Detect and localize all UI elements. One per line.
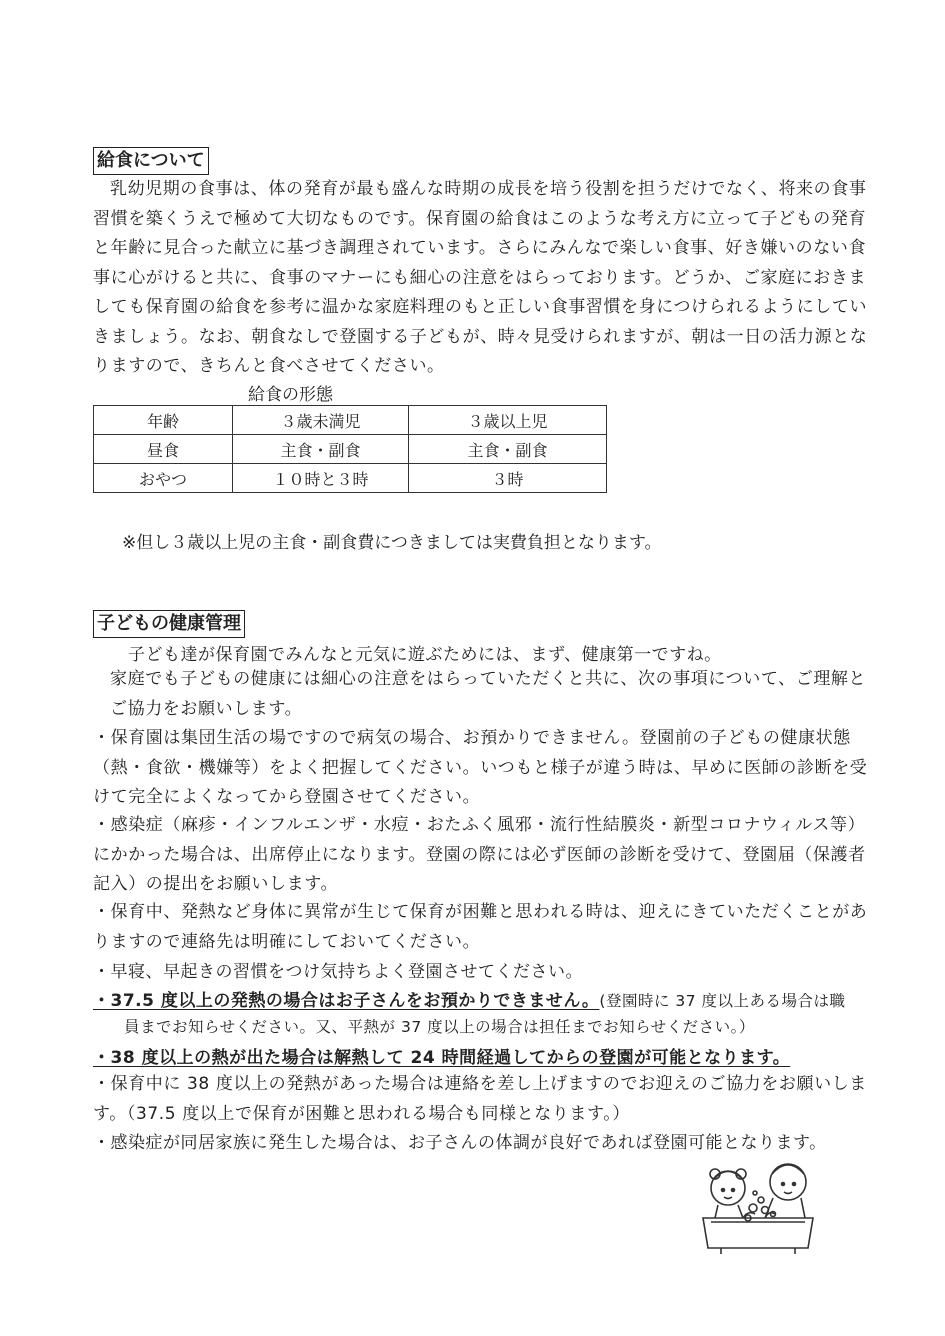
table-cell: 主食・副食 bbox=[409, 435, 607, 464]
table-cell: 昼食 bbox=[94, 435, 233, 464]
health-item-8: ・感染症が同居家族に発生した場合は、お子さんの体調が良好であれば登園可能となります。 bbox=[93, 1133, 827, 1153]
table-row bbox=[94, 406, 607, 435]
table-cell: ３歳以上児 bbox=[409, 406, 607, 435]
lunch-heading: 給食について bbox=[93, 147, 209, 175]
table-row bbox=[94, 435, 607, 464]
health-item-5-bold: ・37.5 度以上の発熱の場合はお子さんをお預かりできません。 bbox=[93, 991, 600, 1011]
health-heading: 子どもの健康管理 bbox=[93, 610, 245, 638]
table-cell: ３歳未満児 bbox=[233, 406, 409, 435]
table-row bbox=[94, 464, 607, 493]
health-item-7: ・保育中に 38 度以上の発熱があった場合は連絡を差し上げますのでお迎えのご協力をお願いします。（37.5 度以上で保育が困難と思われる場合も同様となります。） bbox=[93, 1074, 867, 1124]
lunch-note: ※但し３歳以上児の主食・副食費につきましては実費負担となります。 bbox=[122, 533, 662, 553]
health-item-5-rest-a: (登園時に 37 度以上ある場合は職 bbox=[599, 992, 846, 1010]
table-cell: 年齢 bbox=[94, 406, 233, 435]
health-item-3: ・保育中、発熱など身体に異常が生じて保育が困難と思われる時は、迎えにきていただくことがありますので連絡先は明確にしておいてください。 bbox=[93, 902, 868, 952]
children-washing-hands-icon bbox=[693, 1148, 823, 1256]
health-item-5 bbox=[93, 986, 846, 1011]
health-intro-2: 家庭でも子どもの健康には細心の注意をはらっていただくと共に、次の事項について、ご理解とご協力をお願いします。 bbox=[110, 669, 867, 719]
health-item-4: ・早寝、早起きの習慣をつけ気持ちよく登園させてください。 bbox=[93, 962, 583, 982]
lunch-form-table bbox=[93, 405, 607, 493]
table-cell: おやつ bbox=[94, 464, 233, 493]
lunch-table-caption: 給食の形態 bbox=[248, 385, 333, 405]
health-item-1: ・保育園は集団生活の場ですので病気の場合、お預かりできません。登園前の子どもの健康状態（熱・食欲・機嫌等）をよく把握してください。いつもと様子が違う時は、早めに医師の診断を受けて完全によくなってから登園させてください。 bbox=[93, 728, 868, 807]
health-item-2: ・感染症（麻疹・インフルエンザ・水痘・おたふく風邪・流行性結膜炎・新型コロナウィルス等）にかかった場合は、出席停止になります。登園の際には必ず医師の診断を受けて、登園届（保護者記入）の提出をお願いします。 bbox=[93, 815, 866, 894]
table-cell: １０時と３時 bbox=[233, 464, 409, 493]
health-intro-1: 子ども達が保育園でみんなと元気に遊ぶためには、まず、健康第一ですね。 bbox=[128, 645, 722, 665]
table-cell: 主食・副食 bbox=[233, 435, 409, 464]
lunch-paragraph: 乳幼児期の食事は、体の発育が最も盛んな時期の成長を培う役割を担うだけでなく、将来の食事習慣を築くうえで極めて大切なものです。保育園の給食はこのような考え方に立って子どもの発育と年齢に見合った献立に基づき調理されています。さらにみんなで楽しい食事、好き嫌いのない食事に心がけると共に、食事のマナーにも細心の注意をはらっております。どうか、ご家庭におきましても保育園の給食を参考に温かな家庭料理のもと正しい食事習慣を身につけられるようにしていきましょう。なお、朝食なしで登園する子どもが、時々見受けられますが、朝は一日の活力源となりますので、きちんと食べさせてください。 bbox=[93, 179, 868, 376]
table-cell: ３時 bbox=[409, 464, 607, 493]
health-item-5-continued: 員までお知らせください。又、平熱が 37 度以上の場合は担任までお知らせください。） bbox=[124, 1018, 755, 1036]
health-item-6-bold: ・38 度以上の熱が出た場合は解熱して 24 時間経過してからの登園が可能となります。 bbox=[93, 1048, 791, 1068]
health-item-6 bbox=[93, 1043, 790, 1068]
